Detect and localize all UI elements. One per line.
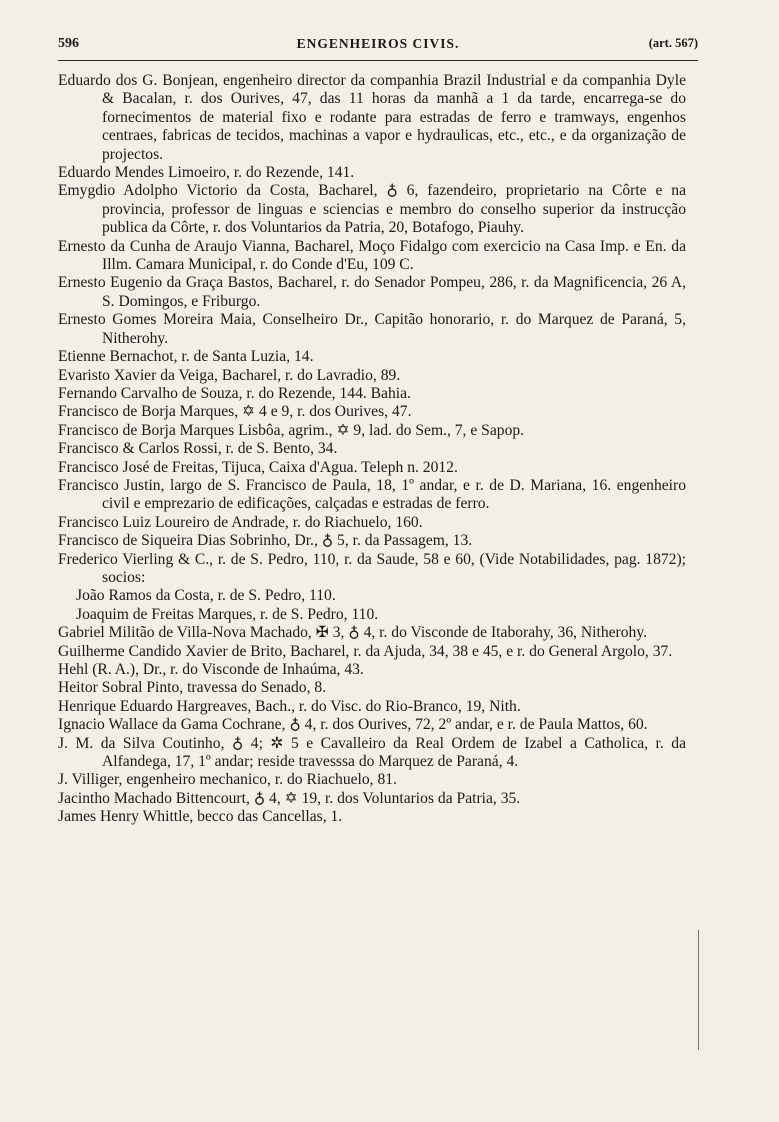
entry-frederico-vierling: Frederico Vierling & C., r. de S. Pedro, 110, r. da Saude, 58 e 60, (Vide Notabilidades, pag. 1872); socios: [58,550,686,586]
header-rule [58,60,698,61]
entry-francisco-freitas: Francisco José de Freitas, Tijuca, Caixa d'Agua. Teleph n. 2012. [58,458,458,476]
section-title: ENGENHEIROS CIVIS. [296,36,460,51]
entry-ernesto-bastos: Ernesto Eugenio da Graça Bastos, Bacharel, r. do Senador Pompeu, 286, r. da Magnificencia, 26 A, S. Domingos, e Friburgo. [58,274,686,310]
entry-socio-joao-costa: João Ramos da Costa, r. de S. Pedro, 110. [76,587,336,605]
entry-james-whittle: James Henry Whittle, becco das Cancellas, 1. [58,808,343,826]
margin-rule [698,930,699,1050]
entry-francisco-borja-marques: Francisco de Borja Marques, ✡ 4 e 9, r. dos Ourives, 47. [58,403,412,421]
article-reference: (art. 567) [648,36,698,50]
entry-francisco-carlos-rossi: Francisco & Carlos Rossi, r. de S. Bento, 34. [58,440,338,458]
entry-jm-coutinho: J. M. da Silva Coutinho, ♁ 4; ✲ 5 e Cavalleiro da Real Ordem de Izabel a Catholica, r. da Alfandega, 17, 1º andar; reside travesssa do Marquez de Paraná, 4. [58,734,686,771]
entry-ernesto-vianna: Ernesto da Cunha de Araujo Vianna, Bacharel, Moço Fidalgo com exercicio na Casa Imp. e En. da Illm. Camara Municipal, r. do Conde d'Eu, 109 C. [58,237,686,274]
page-number: 596 [58,36,79,51]
entry-eduardo-limoeiro: Eduardo Mendes Limoeiro, r. do Rezende, 141. [58,164,355,182]
entry-guilherme-brito: Guilherme Candido Xavier de Brito, Bacharel, r. da Ajuda, 34, 38 e 45, e r. do General Argolo, 37. [58,642,673,660]
entry-fernando-souza: Fernando Carvalho de Souza, r. do Rezende, 144. Bahia. [58,384,411,402]
entry-emygdio-costa: Emygdio Adolpho Victorio da Costa, Bacharel, ♁ 6, fazendeiro, proprietario na Côrte e na provincia, professor de linguas e sciencias e membro do conselho superior da instrucção publica da Côrte, r. dos Voluntarios da Patria, 20, Botafogo, Piauhy. [58,182,686,237]
entry-j-villiger: J. Villiger, engenheiro mechanico, r. do Riachuelo, 81. [58,771,397,789]
entry-ignacio-cochrane: Ignacio Wallace da Gama Cochrane, ♁ 4, r. dos Ourives, 72, 2º andar, e r. de Paula Mattos, 60. [58,716,648,734]
entry-francisco-borja-lisboa: Francisco de Borja Marques Lisbôa, agrim., ✡ 9, lad. do Sem., 7, e Sapop. [58,421,525,439]
entry-francisco-siqueira: Francisco de Siqueira Dias Sobrinho, Dr., ♁ 5, r. da Passagem, 13. [58,532,473,550]
entry-etienne-bernachot: Etienne Bernachot, r. de Santa Luzia, 14. [58,348,314,366]
entry-list [58,72,686,827]
entry-hehl: Hehl (R. A.), Dr., r. do Visconde de Inhaúma, 43. [58,661,364,678]
entry-heitor-pinto: Heitor Sobral Pinto, travessa do Senado, 8. [58,679,327,697]
entry-jacintho-bittencourt: Jacintho Machado Bittencourt, ♁ 4, ✡ 19, r. dos Voluntarios da Patria, 35. [58,789,521,807]
entry-evaristo-veiga: Evaristo Xavier da Veiga, Bacharel, r. do Lavradio, 89. [58,366,401,384]
entry-ernesto-maia: Ernesto Gomes Moreira Maia, Conselheiro Dr., Capitão honorario, r. do Marquez de Paraná, 5, Nitherohy. [58,311,686,347]
entry-henrique-hargreaves: Henrique Eduardo Hargreaves, Bach., r. do Visc. do Rio-Branco, 19, Nith. [58,697,521,715]
entry-socio-joaquim-marques: Joaquim de Freitas Marques, r. de S. Pedro, 110. [76,605,379,623]
entry-gabriel-machado: Gabriel Militão de Villa-Nova Machado, ✠ 3, ♁ 4, r. do Visconde de Itaborahy, 36, Nitherohy. [58,624,648,642]
entry-francisco-justin: Francisco Justin, largo de S. Francisco de Paula, 18, 1º andar, e r. de D. Mariana, 16. engenheiro civil e emprezario de edificações, calçadas e estradas de ferro. [58,476,686,513]
entry-francisco-andrade: Francisco Luiz Loureiro de Andrade, r. do Riachuelo, 160. [58,513,423,531]
page-header [58,36,698,58]
entry-eduardo-bonjean: Eduardo dos G. Bonjean, engenheiro director da companhia Brazil Industrial e da companhia Dyle & Bacalan, r. dos Ourives, 47, das 11 horas da manhã a 1 da tarde, encarrega-se do fornecimentos de material fixo e rodante para estradas de ferro e tramways, engenhos centraes, fabricas de tecidos, machinas a vapor e hydraulicas, etc., etc., e da organização de projectos. [58,72,686,163]
